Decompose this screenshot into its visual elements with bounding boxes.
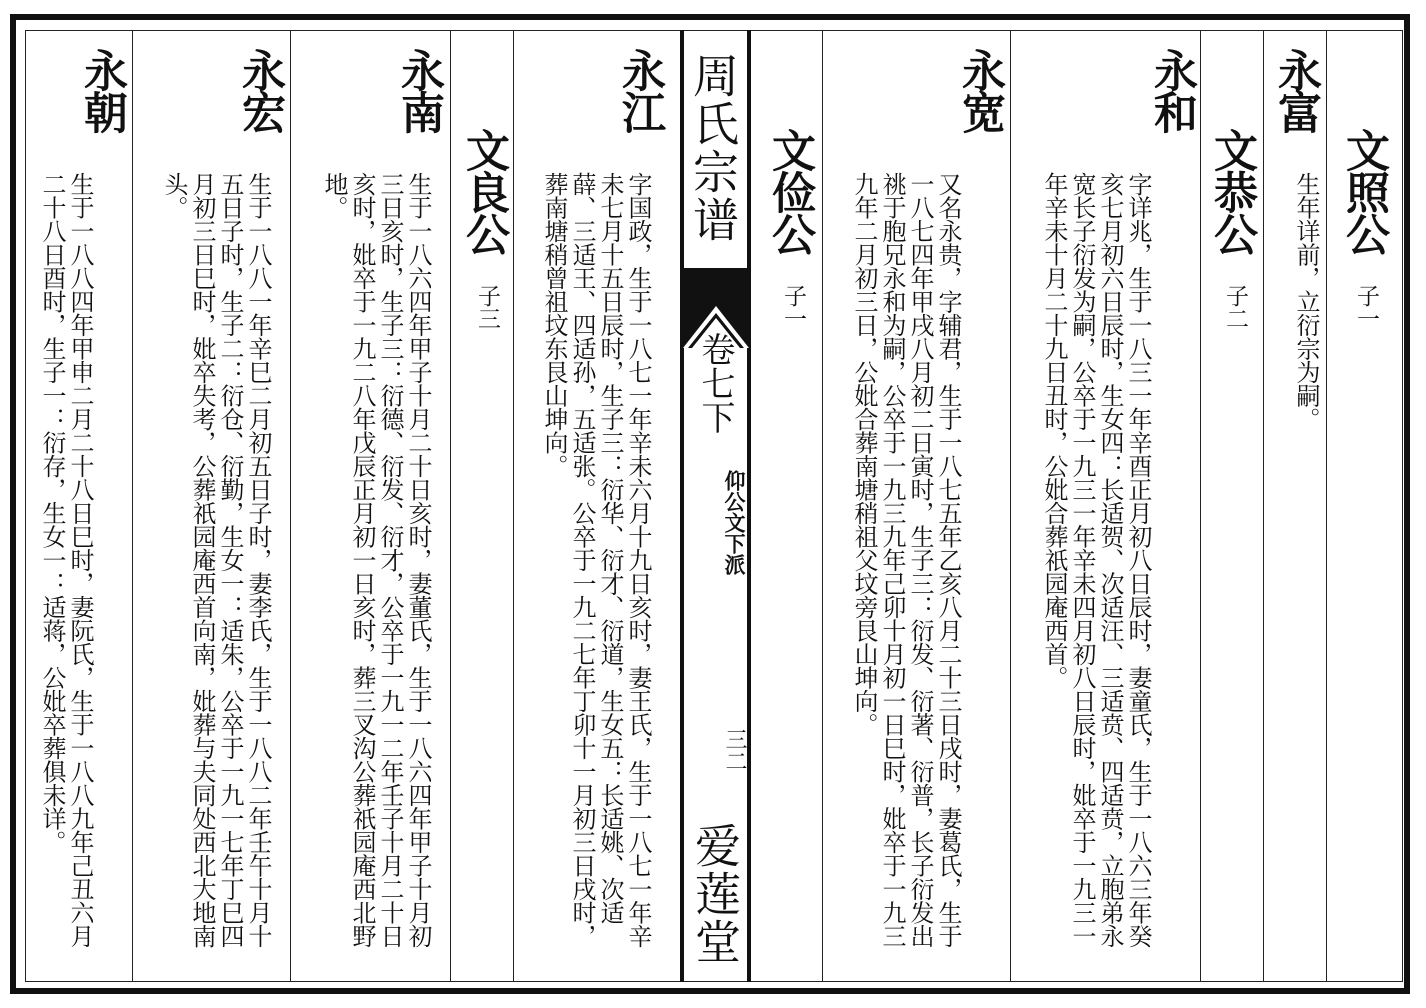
entry-bio: 生于一八八一年辛巳二月初五日子时，妻李氏，生于一八八二年壬午十月十五日子时，生子二：衍仓、衍勤，生女一：适朱，公卒于一九一七年丁巳四月初三日巳时，妣卒失考，公葬祇园庵西首向南，妣葬与夫同处西北大地南头。 <box>160 172 272 948</box>
entry-bio: 生于一八八四年甲申二月二十八日巳时，妻阮氏，生于一八八九年己丑六月二十八日酉时，生子一：衍存，生女一：适蒋，公妣卒葬俱未详。 <box>38 172 94 948</box>
children-count: 子二 <box>1222 284 1248 330</box>
column-divider <box>1010 30 1011 982</box>
entry-name: 永江 <box>614 48 665 132</box>
entry-name: 永富 <box>1270 48 1321 132</box>
column-divider <box>513 30 514 982</box>
entry-name: 文恭公 <box>1206 128 1257 254</box>
hall-name: 爱莲堂 <box>688 822 742 966</box>
column-divider <box>132 30 133 982</box>
column-divider <box>822 30 823 982</box>
book-title: 周氏宗谱 <box>686 52 740 244</box>
entry-name: 永宽 <box>954 48 1005 132</box>
page-number: 三二 <box>722 728 747 772</box>
entry-name: 永宏 <box>234 48 285 132</box>
entry-name: 永和 <box>1146 48 1197 132</box>
children-count: 子一 <box>780 284 806 330</box>
entry-name: 永南 <box>393 48 444 132</box>
column-divider <box>450 30 451 982</box>
children-count: 子三 <box>474 284 500 330</box>
entry-bio: 字国政，生于一八七一年辛未六月十九日亥时，妻王氏，生于一八七一年辛未七月十五日辰时，生子三：衍华、衍才、衍道，生女五：长适姚、次适薛、三适王、四适孙，五适张。公卒于一九二七年丁卯十一月初三日戌时，葬南塘稍曾祖坟东艮山坤向。 <box>540 172 652 948</box>
spine-left-line <box>680 30 684 982</box>
entry-name: 文照公 <box>1338 128 1389 254</box>
entry-name: 永朝 <box>76 48 127 132</box>
entry-name: 文良公 <box>458 128 509 254</box>
entry-bio: 字详兆，生于一八三一年辛酉正月初八日辰时，妻童氏，生于一八六三年癸亥七月初六日辰时，生女四：长适贺、次适汪、三适贲、四适贲，立胞弟永宽长子衍发为嗣，公卒于一九三一年辛未四月初八日辰时，妣卒于一九三一年辛未十月二十九日丑时，公妣合葬祇园庵西首。 <box>1040 172 1152 948</box>
entry-name: 文俭公 <box>764 128 815 254</box>
column-divider <box>1263 30 1264 982</box>
volume-label: 卷七下 <box>695 332 735 434</box>
column-divider <box>290 30 291 982</box>
entry-bio: 生年详前，立衍宗为嗣。 <box>1292 172 1320 431</box>
entry-bio: 生于一八六四年甲子十月二十日亥时，妻董氏，生于一八六四年甲子十月初三日亥时，生子三：衍德、衍发、衍才，公卒于一九一二年壬子十月二十日亥时，妣卒于一九二八年戊辰正月初一日亥时，葬三叉沟公葬祇园庵西北野地。 <box>320 172 432 948</box>
branch-label: 仰公文下派 <box>722 470 747 575</box>
children-count: 子一 <box>1353 284 1379 330</box>
column-divider <box>1200 30 1201 982</box>
entry-bio: 又名永贵，字辅君，生于一八七五年乙亥八月二十三日戌时，妻葛氏，生于一八七四年甲戌八月初二日寅时，生子三：衍发、衍著、衍普，长子衍发出祧于胞兄永和为嗣，公卒于一九三九年己卯十月初一日巳时，妣卒于一九三九年二月初三日，公妣合葬南塘稍祖父坟旁艮山坤向。 <box>850 172 962 948</box>
column-divider <box>1326 30 1327 982</box>
